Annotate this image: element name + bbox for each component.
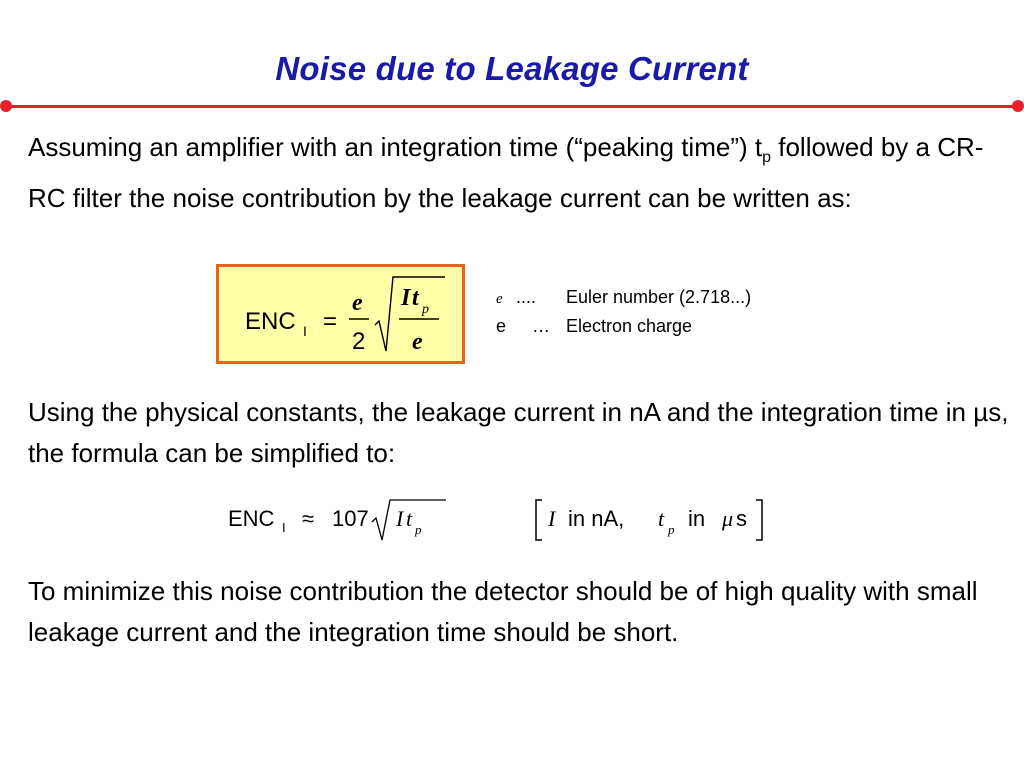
note-time-symbol: t [658,506,665,531]
conclusion-paragraph: To minimize this noise contribution the detector should be of high quality with small leakage current and the integration time should be short. [28,576,978,647]
formula2-lhs-subscript: I [282,520,286,535]
right-bracket [756,500,762,540]
formula-lhs: ENC [245,308,296,335]
formula-equals: = [323,308,338,335]
intro-text-continued: followed by a CR-RC filter the noise contribution by the leakage current can be written as: [28,132,984,213]
note-current-unit: in nA, [568,506,625,531]
legend-dots: … [532,316,550,336]
radicand-current: I [401,285,411,311]
note-time-subscript: p [668,522,675,537]
formula-lhs-subscript: I [303,323,307,339]
formula2-time-subscript: p [415,522,422,537]
fraction-denominator: 2 [352,328,366,355]
formula2-time: t [406,506,413,531]
formula2-coefficient: 107 [332,506,369,531]
formula2-lhs: ENC [228,506,275,531]
fraction-numerator: e [352,290,363,316]
radicand-time-subscript: p [422,302,429,317]
legend-description: Electron charge [566,316,693,336]
intro-paragraph [28,127,1018,219]
intro-text: Assuming an amplifier with an integration time (“peaking time”) t [28,132,763,162]
formula-box [216,264,465,364]
note-current-symbol: I [548,506,556,531]
radicand-denominator: e [412,329,423,355]
legend-description: Euler number (2.718...) [566,287,752,307]
title-divider [6,105,1018,108]
legend-row-euler [496,284,751,313]
radicand-time: t [412,285,419,311]
note-time-unit-suffix: s [736,506,747,531]
legend-dots: .... [516,287,537,307]
enc-simplified-formula [224,496,464,544]
slide-title: Noise due to Leakage Current [275,50,749,87]
left-bracket [536,500,542,540]
legend-symbol: e [496,291,503,307]
symbol-legend [496,284,751,340]
units-note [532,496,772,544]
intro-subscript: p [762,149,771,166]
simplification-paragraph: Using the physical constants, the leakage current in nA and the integration time in µs, the formula can be simplified to: [28,397,1009,468]
divider-left-dot [0,100,12,112]
note-time-unit-prefix: in [688,506,706,531]
formula2-approx: ≈ [302,506,315,531]
legend-row-electron [496,313,751,340]
note-micro-symbol: μ [722,506,734,531]
formula2-current: I [396,506,404,531]
enc-leakage-formula [219,267,462,361]
legend-symbol: e [496,316,507,336]
divider-right-dot [1012,100,1024,112]
